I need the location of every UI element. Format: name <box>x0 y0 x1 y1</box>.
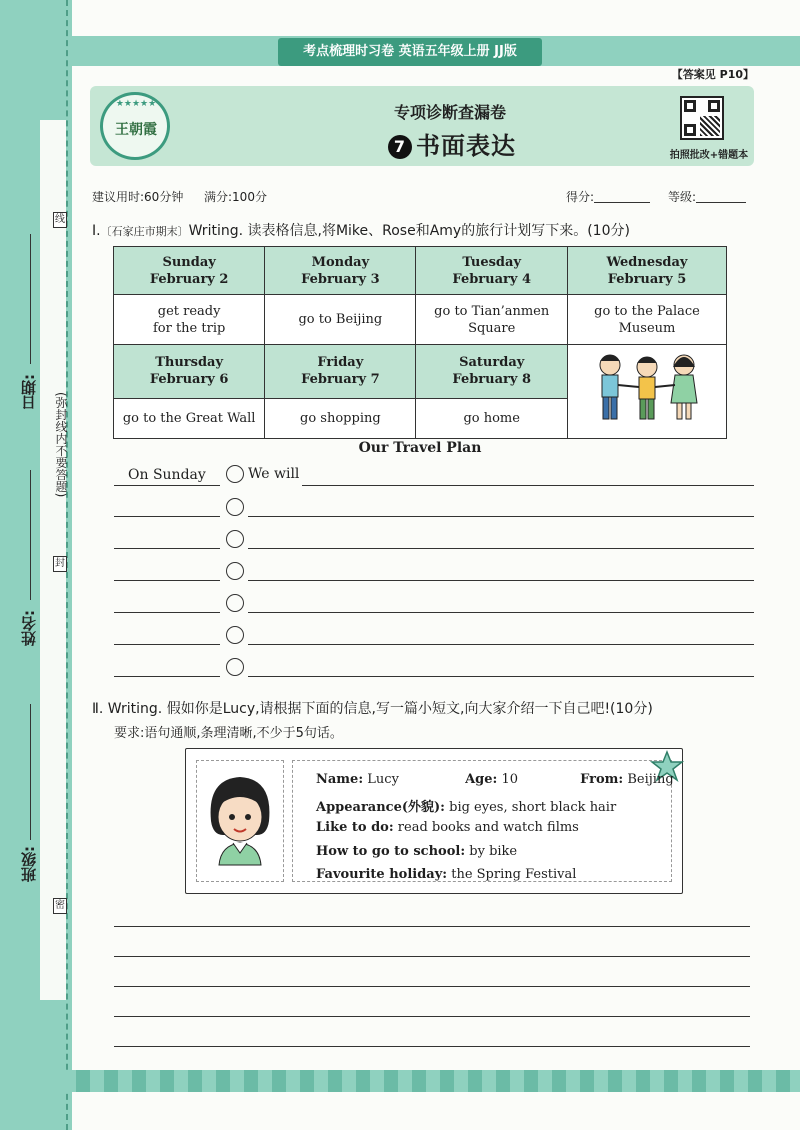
top-banner: 考点梳理时习卷 英语五年级上册 JJ版 <box>278 38 542 66</box>
day-blank-7[interactable] <box>114 676 220 677</box>
day-blank-2[interactable] <box>114 516 220 517</box>
connector-circle[interactable] <box>226 562 244 580</box>
info-name-age-from: Name: Lucy Age: 10 From: Beijing <box>316 772 674 787</box>
table-activity-cell: get ready for the trip <box>114 295 265 345</box>
logo-text: 王朝霞 <box>115 122 157 138</box>
connector-circle[interactable] <box>226 498 244 516</box>
grade-field[interactable] <box>668 188 746 205</box>
essay-line[interactable] <box>114 1046 750 1047</box>
day-blank-6[interactable] <box>114 644 220 645</box>
bottom-decorative-band <box>62 1070 800 1092</box>
question-2-requirement: 要求:语句通顺,条理清晰,不少于5句话。 <box>114 726 343 741</box>
score-blank[interactable] <box>594 191 650 203</box>
table-activity-cell: go to Tian’anmen Square <box>416 295 568 345</box>
table-activity-cell: go to the Palace Museum <box>567 295 726 345</box>
publisher-logo <box>100 92 170 160</box>
seal-mark-feng: 封 <box>53 556 67 572</box>
essay-line[interactable] <box>114 956 750 957</box>
table-day-cell: Tuesday February 4 <box>416 247 568 295</box>
full-score: 满分:100分 <box>204 190 267 204</box>
girl-avatar-icon <box>197 761 283 881</box>
schedule-table <box>113 246 727 439</box>
score-label: 得分: <box>566 190 595 204</box>
section-number-badge: 7 <box>388 135 412 159</box>
info-appearance: Appearance(外貌): big eyes, short black hair <box>316 800 617 815</box>
connector-circle[interactable] <box>226 530 244 548</box>
travel-plan-title: Our Travel Plan <box>358 440 482 456</box>
essay-line[interactable] <box>114 926 750 927</box>
connector-circle[interactable] <box>226 594 244 612</box>
qr-code-icon[interactable] <box>680 96 724 140</box>
child-girl-right <box>671 355 697 419</box>
score-field[interactable] <box>566 188 650 205</box>
seal-note: (弥封线内不要答题) <box>54 392 68 498</box>
grade-label: 等级: <box>668 190 697 204</box>
day-blank-3[interactable] <box>114 548 220 549</box>
answer-reference: 【答案见 P10】 <box>671 68 754 81</box>
suggested-time: 建议用时:60分钟 <box>92 190 184 204</box>
child-boy-left <box>600 355 620 419</box>
date-label: 日期: <box>20 374 38 410</box>
day-blank-1[interactable] <box>114 485 220 486</box>
header-subtitle: 专项诊断查漏卷 <box>393 103 506 122</box>
date-line <box>30 234 31 364</box>
table-activity-cell: go shopping <box>265 398 416 438</box>
grade-blank[interactable] <box>696 191 746 203</box>
table-day-cell: Monday February 3 <box>265 247 416 295</box>
sentence-blank-5[interactable] <box>248 612 754 613</box>
sentence-blank-7[interactable] <box>248 676 754 677</box>
table-day-cell: Sunday February 2 <box>114 247 265 295</box>
essay-line[interactable] <box>114 1016 750 1017</box>
table-activity-cell: go to the Great Wall <box>114 398 265 438</box>
first-line-day: On Sunday <box>128 467 206 483</box>
question-2-title: Ⅱ. Writing. 假如你是Lucy,请根据下面的信息,写一篇小短文,向大家介绍一下自己吧!(10分) <box>92 701 653 717</box>
seal-mark-line: 线 <box>53 212 67 228</box>
table-activity-cell: go to Beijing <box>265 295 416 345</box>
lucy-portrait <box>196 760 284 882</box>
table-day-cell: Friday February 7 <box>265 345 416 399</box>
question-1-text: Writing. 读表格信息,将Mike、Rose和Amy的旅行计划写下来。(10分) <box>188 223 630 239</box>
day-blank-4[interactable] <box>114 580 220 581</box>
class-line <box>30 704 31 840</box>
three-children-icon <box>572 347 722 431</box>
table-day-cell: Saturday February 8 <box>416 345 568 399</box>
question-1-title <box>92 220 630 240</box>
essay-line[interactable] <box>114 986 750 987</box>
children-illustration <box>567 345 726 439</box>
first-line-start: We will <box>248 466 300 482</box>
question-1-source: 〔石家庄市期末〕 <box>100 225 189 238</box>
table-day-cell: Wednesday February 5 <box>567 247 726 295</box>
sentence-blank-6[interactable] <box>248 644 754 645</box>
seal-mark-mi: 密 <box>53 898 67 914</box>
connector-circle[interactable] <box>226 465 244 483</box>
child-middle <box>637 357 657 419</box>
sentence-blank-3[interactable] <box>248 548 754 549</box>
logo-stars-icon: ★★★★★ <box>115 99 157 109</box>
question-1-number: Ⅰ. <box>92 223 101 239</box>
sentence-blank-4[interactable] <box>248 580 754 581</box>
class-label: 班级: <box>20 846 38 882</box>
qr-label: 拍照批改+错题本 <box>669 150 749 161</box>
day-blank-5[interactable] <box>114 612 220 613</box>
section-title: 书面表达 <box>416 132 516 160</box>
table-day-cell: Thursday February 6 <box>114 345 265 399</box>
header-title <box>352 126 552 161</box>
connector-circle[interactable] <box>226 626 244 644</box>
sentence-blank-1[interactable] <box>302 485 754 486</box>
table-activity-cell: go home <box>416 398 568 438</box>
info-like: Like to do: read books and watch films <box>316 820 579 835</box>
sentence-blank-2[interactable] <box>248 516 754 517</box>
name-label: 姓名: <box>20 610 38 646</box>
name-line <box>30 470 31 600</box>
connector-circle[interactable] <box>226 658 244 676</box>
info-school: How to go to school: by bike <box>316 844 518 859</box>
info-holiday: Favourite holiday: the Spring Festival <box>316 867 577 882</box>
